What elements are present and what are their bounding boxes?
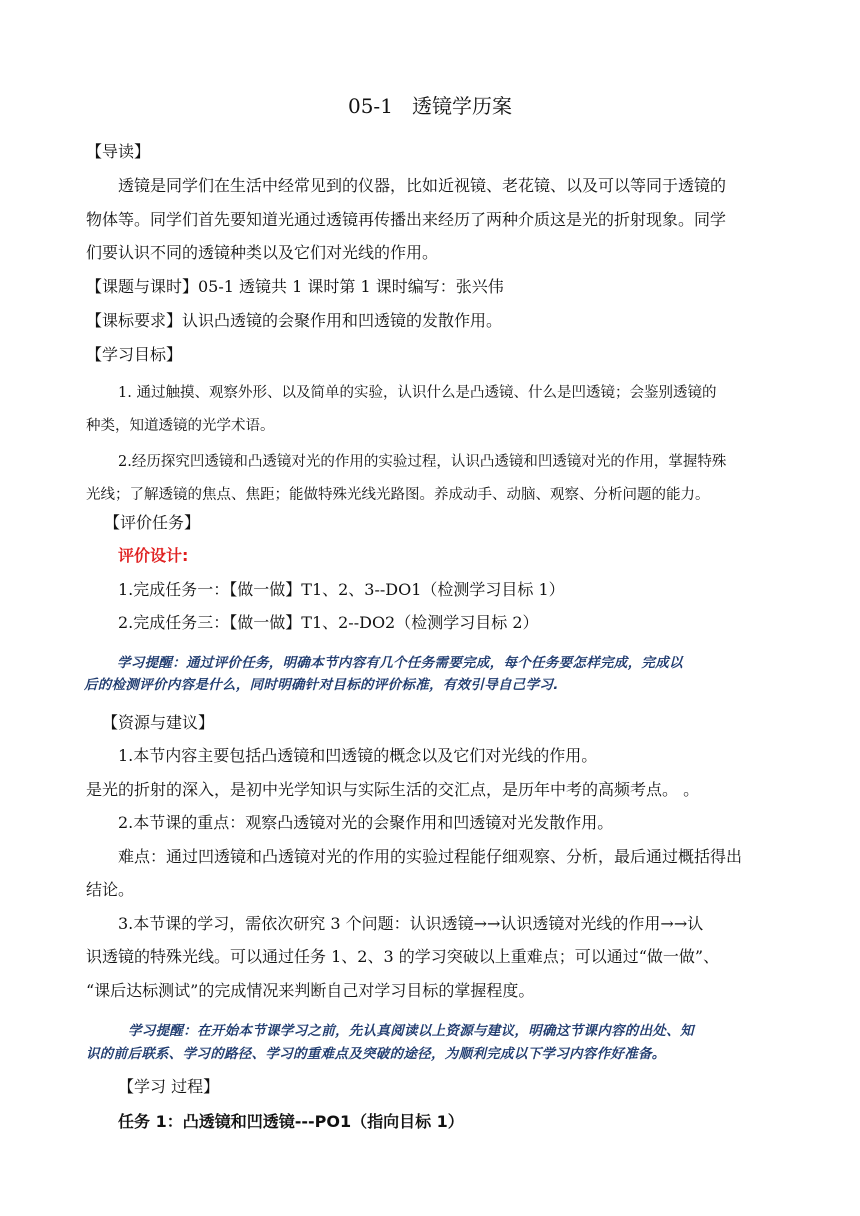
course-standard: 【课标要求】认识凸透镜的会聚作用和凹透镜的发散作用。 bbox=[86, 311, 503, 330]
objective-line-2: 种类，知道透镜的光学术语。 bbox=[86, 418, 275, 434]
evaluation-hint-line-2: 后的检测评价内容是什么，同时明确针对目标的评价标准，有效引导自己学习. bbox=[84, 677, 559, 693]
intro-heading: 【导读】 bbox=[86, 142, 151, 161]
resources-line-2: 是光的折射的深入，是初中光学知识与实际生活的交汇点，是历年中考的高频考点。 。 bbox=[86, 780, 700, 799]
resources-hint-line-2: 识的前后联系、学习的路径、学习的重难点及突破的途径，为顺利完成以下学习内容作好准备。 bbox=[86, 1046, 666, 1062]
evaluation-hint-line-1: 学习提醒：通过评价任务，明确本节内容有几个任务需要完成，每个任务要怎样完成，完成以 bbox=[117, 655, 683, 671]
evaluation-item-2: 2.完成任务三：【做一做】T1、2--DO2（检测学习目标 2） bbox=[118, 613, 539, 632]
resources-line-5: 结论。 bbox=[86, 880, 135, 899]
task-1-heading: 任务 1：凸透镜和凹透镜---PO1（指向目标 1） bbox=[118, 1112, 464, 1131]
process-heading: 【学习 过程】 bbox=[118, 1077, 220, 1096]
resources-line-7: 识透镜的特殊光线。可以通过任务 1、2、3 的学习突破以上重难点；可以通过“做一做”、 bbox=[86, 947, 720, 966]
page-title: 05-1 透镜学历案 bbox=[347, 94, 512, 118]
resources-line-8: “课后达标测试”的完成情况来判断自己对学习目标的掌握程度。 bbox=[86, 981, 535, 1000]
intro-line-2: 物体等。同学们首先要知道光通过透镜再传播出来经历了两种介质这是光的折射现象。同学 bbox=[86, 210, 727, 229]
objective-line-1: 1. 通过触摸、观察外形、以及简单的实验，认识什么是凸透镜、什么是凹透镜；会鉴别透镜的 bbox=[118, 385, 717, 401]
resources-hint-line-1: 学习提醒：在开始本节课学习之前，先认真阅读以上资源与建议，明确这节课内容的出处、知 bbox=[128, 1023, 694, 1039]
objective-line-4: 光线；了解透镜的焦点、焦距；能做特殊光线光路图。养成动手、动脑、观察、分析问题的能力。 bbox=[86, 487, 710, 503]
course-info: 【课题与课时】05-1 透镜共 1 课时第 1 课时编写：张兴伟 bbox=[86, 277, 504, 296]
evaluation-heading: 【评价任务】 bbox=[104, 513, 201, 532]
resources-line-3: 2.本节课的重点：观察凸透镜对光的会聚作用和凹透镜对光发散作用。 bbox=[118, 813, 614, 832]
resources-line-1: 1.本节内容主要包括凸透镜和凹透镜的概念以及它们对光线的作用。 bbox=[118, 746, 598, 765]
intro-line-3: 们要认识不同的透镜种类以及它们对光线的作用。 bbox=[86, 243, 439, 262]
objective-line-3: 2.经历探究凹透镜和凸透镜对光的作用的实验过程，认识凸透镜和凹透镜对光的作用，掌握特殊 bbox=[118, 454, 727, 470]
resources-line-6: 3.本节课的学习，需依次研究 3 个问题：认识透镜→→认识透镜对光线的作用→→认 bbox=[118, 914, 704, 933]
resources-line-4: 难点：通过凹透镜和凸透镜对光的作用的实验过程能仔细观察、分析，最后通过概括得出 bbox=[118, 847, 743, 866]
evaluation-design-label: 评价设计: bbox=[118, 546, 189, 565]
evaluation-item-1: 1.完成任务一：【做一做】T1、2、3--DO1（检测学习目标 1） bbox=[118, 580, 565, 599]
objectives-heading: 【学习目标】 bbox=[86, 345, 183, 364]
resources-heading: 【资源与建议】 bbox=[102, 713, 215, 732]
intro-line-1: 透镜是同学们在生活中经常见到的仪器，比如近视镜、老花镜、以及可以等同于透镜的 bbox=[118, 176, 727, 195]
